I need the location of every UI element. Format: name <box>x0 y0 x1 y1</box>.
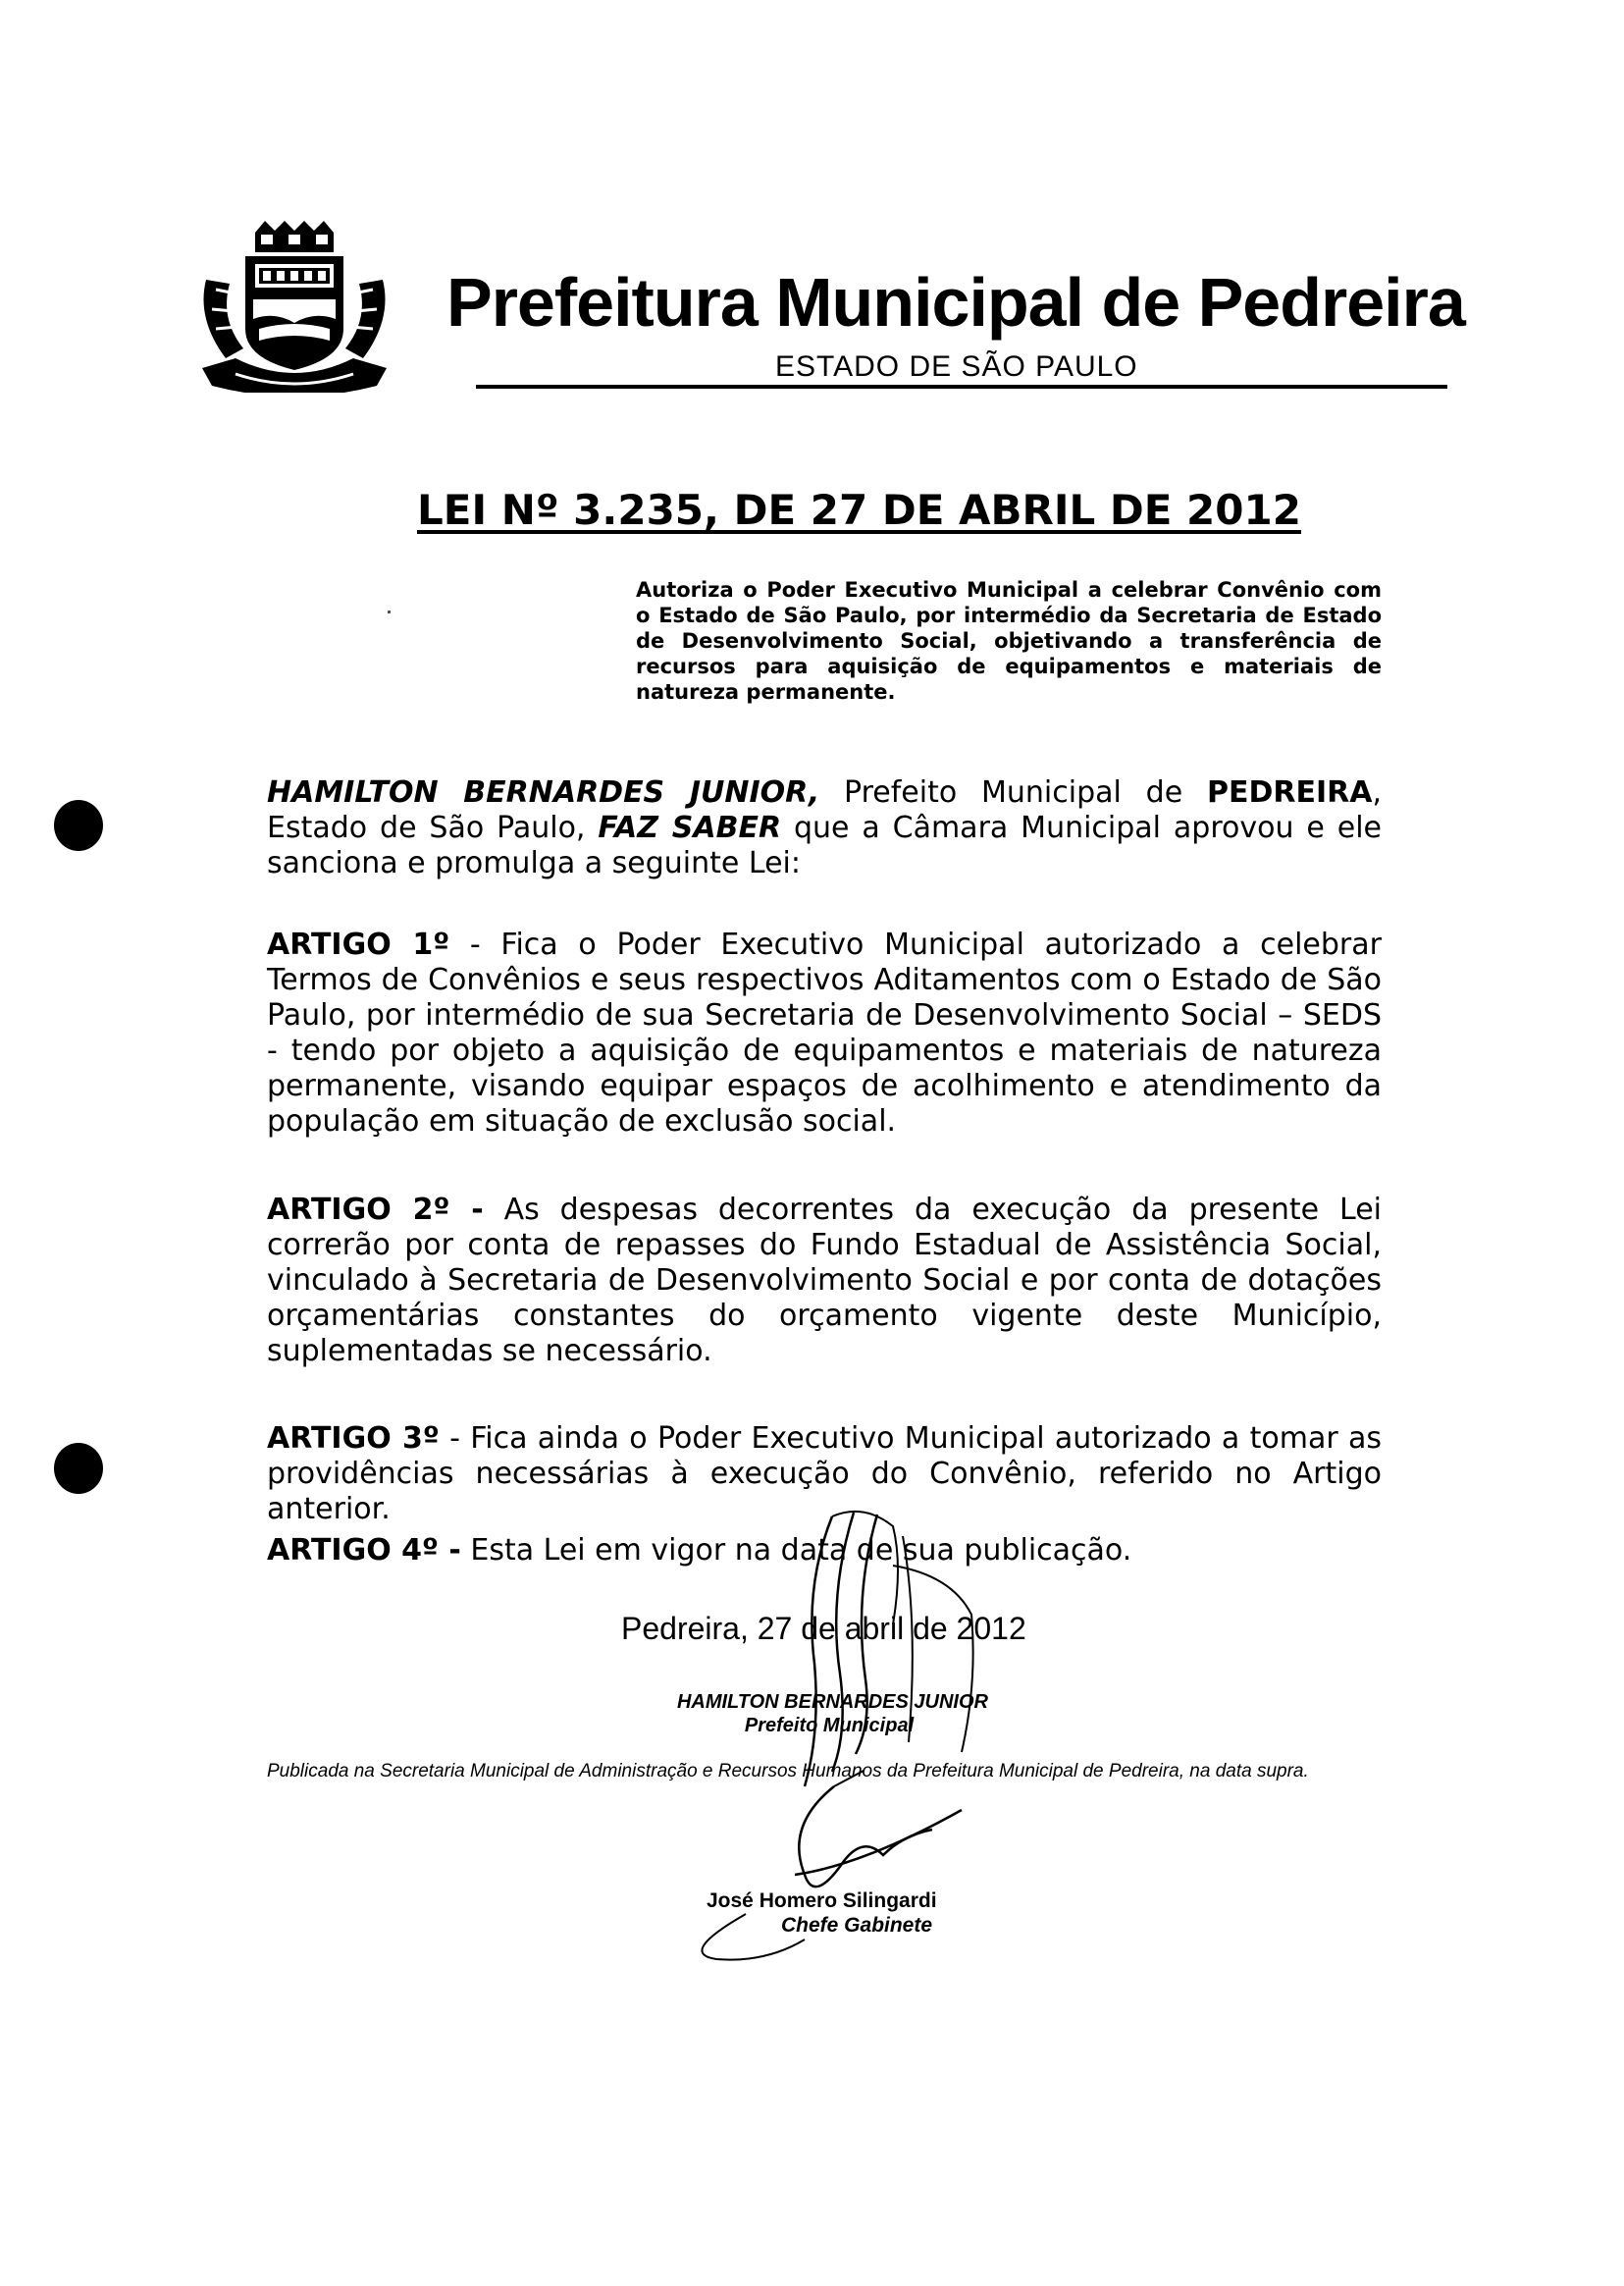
chief-printed-title: Chefe Gabinete <box>781 1914 933 1937</box>
article-text: - Fica o Poder Executivo Municipal autorizado a celebrar Termos de Convênios e seus respectivos Aditamentos com o Estado de São Paulo, por intermédio de sua Secretaria de Desenvolvimento Social – SEDS - tendo por objeto a aquisição de equipamentos e materiais de natureza permanente, visando equipar espaços de acolhimento e atendimento da população em situação de exclusão social. <box>267 928 1382 1139</box>
intro-text-2: , Estado de São Paulo, <box>267 775 1382 845</box>
article-2 <box>267 1193 1382 1369</box>
intro-text-1: Prefeito Municipal de <box>819 775 1207 810</box>
mayor-printed-title: Prefeito Municipal <box>744 1715 915 1736</box>
scan-speck <box>388 611 391 613</box>
law-summary: Autoriza o Poder Executivo Municipal a celebrar Convênio com o Estado de São Paulo, por intermédio da Secretaria de Estado de Desenvolvimento Social, objetivando a transferência de recursos para aquisição de equipamentos e materiais de natureza permanente. <box>636 578 1382 704</box>
city-name: PEDREIRA <box>1206 775 1373 810</box>
organization-name: Prefeitura Municipal de Pedreira <box>446 264 1465 341</box>
mayor-printed-name: HAMILTON BERNARDES JUNIOR <box>676 1691 988 1713</box>
article-label: ARTIGO 1º <box>267 928 450 962</box>
enactment-paragraph <box>267 775 1382 881</box>
article-text: Esta Lei em vigor na data de sua publicação. <box>460 1533 1132 1568</box>
article-label: ARTIGO 3º <box>267 1421 440 1456</box>
article-text: As despesas decorrentes da execução da presente Lei correrão por conta de repasses do Fundo Estadual de Assistência Social, vinculado à Secretaria de Desenvolvimento Social e por conta de dotações orçamentárias constantes do orçamento vigente deste Município, suplementadas se necessário. <box>267 1193 1382 1368</box>
mayor-signature <box>746 1507 1040 1791</box>
article-1 <box>267 928 1382 1140</box>
article-text: - Fica ainda o Poder Executivo Municipal autorizado a tomar as providências necessárias à execução do Convênio, referido no Artigo anterior. <box>267 1421 1382 1526</box>
place-and-date: Pedreira, 27 de abril de 2012 <box>621 1611 1026 1646</box>
punch-hole <box>54 1443 103 1494</box>
municipal-coat-of-arms <box>196 221 393 393</box>
chief-printed-name: José Homero Silingardi <box>707 1889 937 1912</box>
header-rule <box>476 385 1447 389</box>
faz-saber: FAZ SABER <box>598 811 782 845</box>
intro-text-3: que a Câmara Municipal aprovou e ele sanciona e promulga a seguinte Lei: <box>267 811 1382 880</box>
state-name: ESTADO DE SÃO PAULO <box>775 350 1138 383</box>
law-title: LEI Nº 3.235, DE 27 DE ABRIL DE 2012 <box>417 486 1301 534</box>
punch-hole <box>54 800 103 851</box>
article-label: ARTIGO 4º - <box>267 1533 461 1568</box>
publication-note: Publicada na Secretaria Municipal de Administração e Recursos Humanos da Prefeitura Municipal de Pedreira, na data supra. <box>267 1761 1309 1781</box>
article-label: ARTIGO 2º - <box>267 1193 484 1227</box>
mayor-name-inline: HAMILTON BERNARDES JUNIOR, <box>267 775 820 810</box>
